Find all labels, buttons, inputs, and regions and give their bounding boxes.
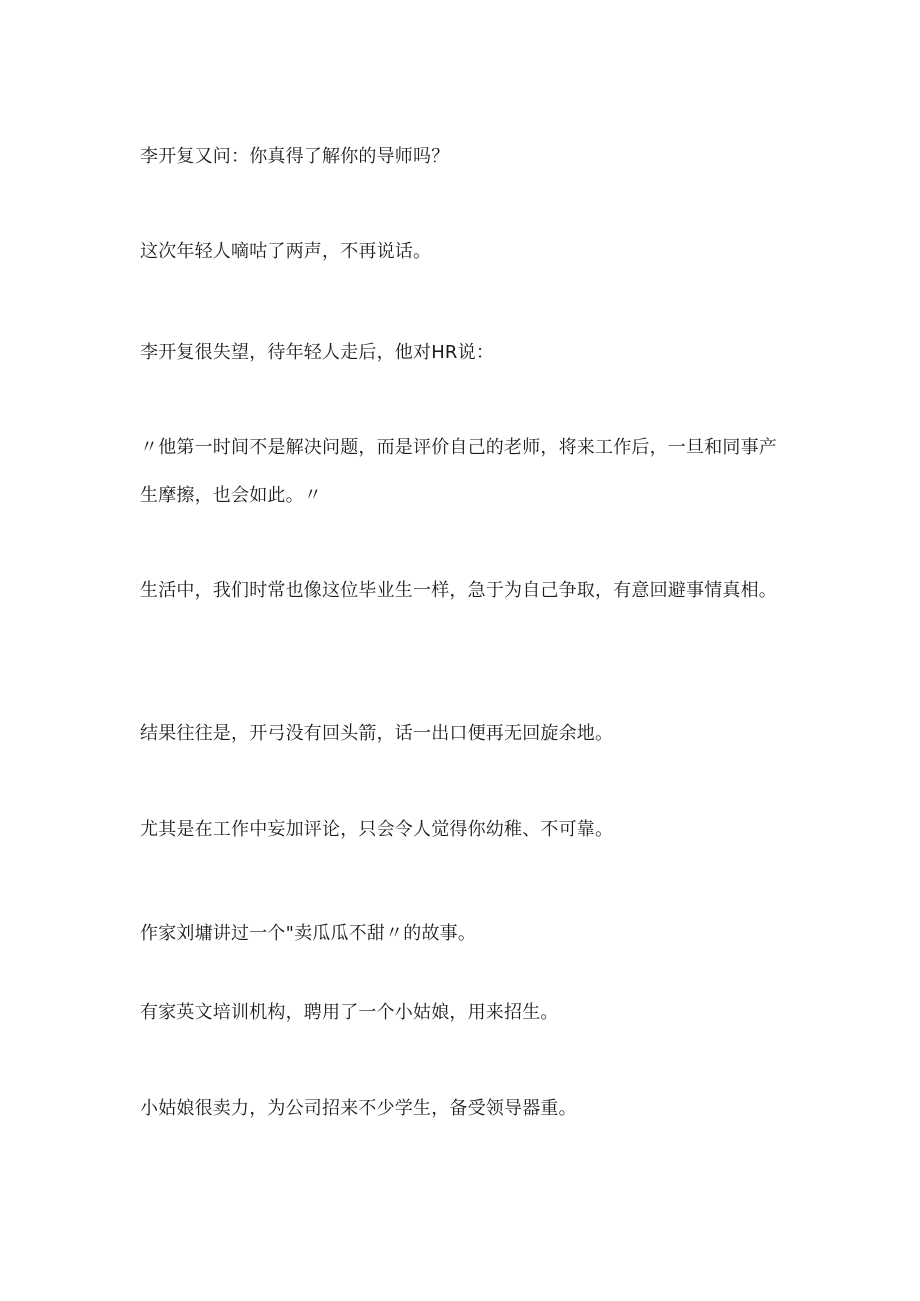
paragraph: 小姑娘很卖力，为公司招来不少学生，备受领导器重。 — [140, 1098, 577, 1119]
paragraph: 有家英文培训机构，聘用了一个小姑娘，用来招生。 — [140, 1002, 559, 1023]
paragraph: 作家刘墉讲过一个"卖瓜瓜不甜〃的故事。 — [140, 923, 477, 944]
paragraph: 尤其是在工作中妄加评论，只会令人觉得你幼稚、不可靠。 — [140, 819, 614, 840]
paragraph: 〃他第一时间不是解决问题，而是评价自己的老师，将来工作后，一旦和同事产生摩擦，也会如此。〃 — [140, 437, 777, 506]
paragraph: 李开复又问：你真得了解你的导师吗？ — [140, 146, 450, 167]
paragraph: 结果往往是，开弓没有回头箭，话一出口便再无回旋余地。 — [140, 723, 614, 744]
paragraph: 生活中，我们时常也像这位毕业生一样，急于为自己争取，有意回避事情真相。 — [140, 580, 777, 601]
paragraph: 这次年轻人嘀咕了两声，不再说话。 — [140, 241, 432, 262]
paragraph: 李开复很失望，待年轻人走后，他对HR说： — [140, 342, 495, 363]
